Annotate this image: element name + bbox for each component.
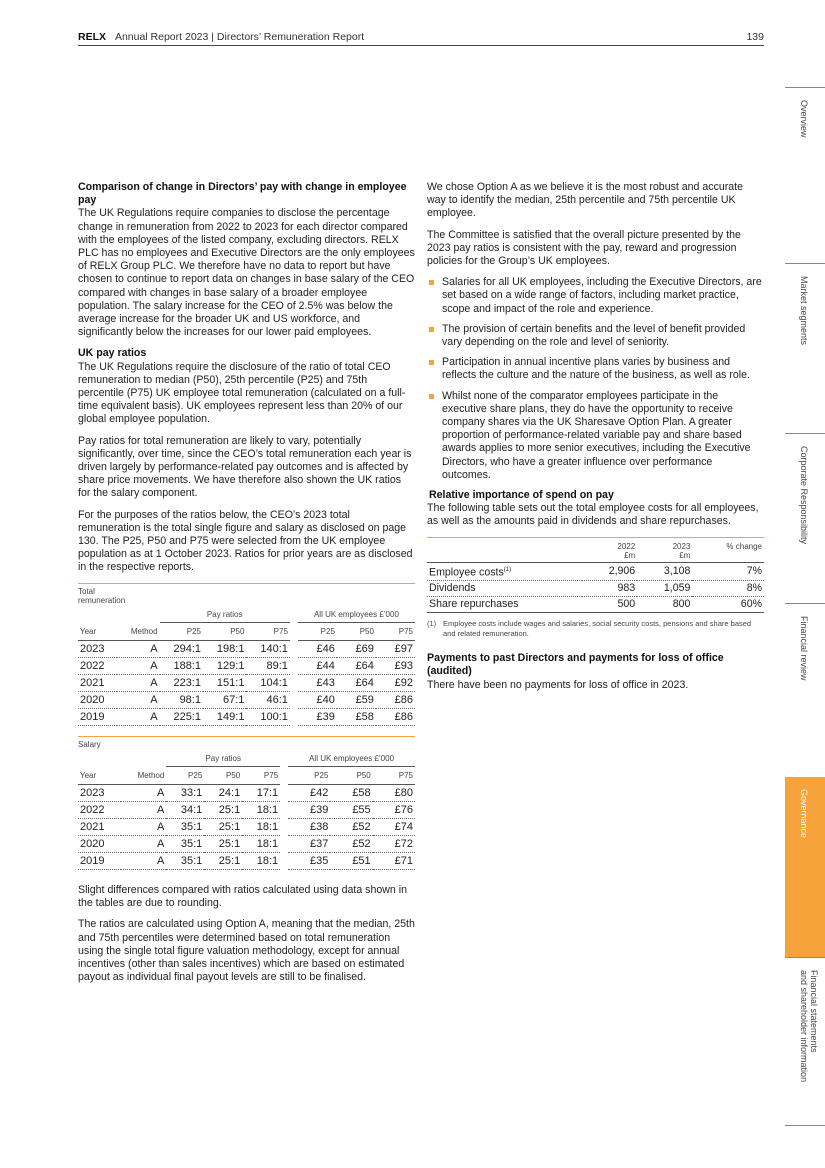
table-cell: 223:1 bbox=[160, 675, 203, 692]
table-cell: A bbox=[121, 785, 167, 802]
brand-name: RELX bbox=[78, 31, 107, 43]
table-cell: 140:1 bbox=[246, 641, 289, 658]
table-row bbox=[78, 692, 415, 709]
table-cell: £74 bbox=[373, 819, 415, 836]
table-cell: A bbox=[121, 802, 167, 819]
tab-corporate-responsibility[interactable]: Corporate Responsibility bbox=[785, 433, 825, 604]
column-header: 2023 £m bbox=[637, 537, 692, 562]
table-cell: 67:1 bbox=[203, 692, 246, 709]
table-cell: 25:1 bbox=[204, 853, 242, 870]
tab-overview[interactable]: Overview bbox=[785, 87, 825, 264]
table-cell: 188:1 bbox=[160, 658, 203, 675]
tab-market-segments[interactable]: Market segments bbox=[785, 263, 825, 434]
group-header-pay-ratios: Pay ratios bbox=[166, 750, 280, 767]
group-header-uk-employees: All UK employees £’000 bbox=[288, 750, 415, 767]
column-header: % change bbox=[692, 537, 764, 562]
left-column bbox=[78, 181, 415, 992]
column-header: P75 bbox=[376, 622, 415, 640]
table-cell: £93 bbox=[376, 658, 415, 675]
right-column bbox=[427, 181, 764, 700]
salary-ratio-table bbox=[78, 736, 415, 870]
table-cell: £69 bbox=[337, 641, 376, 658]
table-cell: £80 bbox=[373, 785, 415, 802]
table-cell: 198:1 bbox=[203, 641, 246, 658]
header-divider bbox=[78, 45, 764, 46]
page-number: 139 bbox=[746, 31, 764, 43]
paragraph: The following table sets out the total employee costs for all employees, as well as the amounts paid in dividends and share repurchases. bbox=[427, 502, 759, 528]
table-cell: A bbox=[121, 836, 167, 853]
ratio-tables bbox=[78, 583, 415, 870]
tab-governance[interactable]: Governance bbox=[785, 777, 825, 957]
table-cell: 151:1 bbox=[203, 675, 246, 692]
table-cell: 2021 bbox=[78, 675, 117, 692]
column-header: 2022 £m bbox=[582, 537, 637, 562]
table-cell: 2019 bbox=[78, 853, 121, 870]
list-item: Whilst none of the comparator employees participate in the executive share plans, they do have the opportunity to receive company shares via the UK Sharesave Option Plan. A greater proportion of performance-related variable pay and share based awards applies to more senior executives, including the Executive Directors, who have a greater influence over performance outcomes. bbox=[427, 390, 764, 482]
table-cell: 149:1 bbox=[203, 709, 246, 726]
table-cell: 35:1 bbox=[166, 853, 204, 870]
table-cell: 18:1 bbox=[242, 819, 280, 836]
table-row bbox=[78, 853, 415, 870]
table-cell: £39 bbox=[298, 709, 337, 726]
table-cell: £52 bbox=[330, 836, 372, 853]
paragraph: The UK Regulations require the disclosure of the ratio of total CEO remuneration to median (P50), 25th percentile (P25) and 75th percentile (P75) UK employee total remuneration (calculated on a full-time equivalent basis). UK employees represent less than 20% of our global employee population. bbox=[78, 360, 406, 426]
table-cell: 294:1 bbox=[160, 641, 203, 658]
column-header: P25 bbox=[298, 622, 337, 640]
column-header: P75 bbox=[246, 622, 289, 640]
table-cell: 89:1 bbox=[246, 658, 289, 675]
table-cell: A bbox=[121, 819, 167, 836]
paragraph: We chose Option A as we believe it is the most robust and accurate way to identify the median, 25th percentile and 75th percentile UK employee. bbox=[427, 181, 744, 220]
table-cell: A bbox=[117, 709, 159, 726]
section-heading-pay-comparison: Comparison of change in Directors’ pay with change in employee pay bbox=[78, 181, 407, 207]
table-row bbox=[78, 836, 415, 853]
table-cell: £64 bbox=[337, 658, 376, 675]
table-cell: 18:1 bbox=[242, 802, 280, 819]
table-row bbox=[78, 658, 415, 675]
table-cell: £92 bbox=[376, 675, 415, 692]
list-item: Participation in annual incentive plans varies by business and reflects the culture and the nature of the business, as well as role. bbox=[427, 356, 764, 382]
column-header: P25 bbox=[166, 766, 204, 784]
table-cell: 35:1 bbox=[166, 819, 204, 836]
table-cell: 35:1 bbox=[166, 836, 204, 853]
column-header: Year bbox=[78, 622, 117, 640]
table-cell: £55 bbox=[330, 802, 372, 819]
total-remuneration-ratio-table bbox=[78, 583, 415, 726]
table-cell: £76 bbox=[373, 802, 415, 819]
group-header-uk-employees: All UK employees £’000 bbox=[298, 606, 415, 623]
table-cell: £37 bbox=[288, 836, 330, 853]
table-cell: £40 bbox=[298, 692, 337, 709]
table-cell: 225:1 bbox=[160, 709, 203, 726]
table-row: Dividends 983 1,059 8% bbox=[427, 581, 764, 597]
table-row bbox=[78, 641, 415, 658]
column-header: Method bbox=[117, 622, 159, 640]
column-header: P50 bbox=[337, 622, 376, 640]
table-cell: £64 bbox=[337, 675, 376, 692]
column-header: P50 bbox=[330, 766, 372, 784]
table-row: Employee costs$^{(1)}$ 2,906 3,108 7% bbox=[427, 562, 764, 581]
column-header: P25 bbox=[160, 622, 203, 640]
column-header: P75 bbox=[373, 766, 415, 784]
paragraph: Pay ratios for total remuneration are likely to vary, potentially significantly, over time, since the CEO’s total remuneration each year is driven largely by performance-related pay outcomes and is affected by share price movements. We have therefore also shown the UK ratios for the salary component. bbox=[78, 434, 412, 500]
section-heading-past-directors: Payments to past Directors and payments for loss of office (audited) bbox=[427, 652, 724, 678]
tabs-bottom-divider bbox=[785, 1125, 825, 1126]
table-cell: 2019 bbox=[78, 709, 117, 726]
column-header: P50 bbox=[204, 766, 242, 784]
table-cell: £58 bbox=[337, 709, 376, 726]
ratio-table bbox=[78, 750, 415, 870]
table-cell: £97 bbox=[376, 641, 415, 658]
table-cell: 18:1 bbox=[242, 853, 280, 870]
table-cell: £35 bbox=[288, 853, 330, 870]
column-header: Method bbox=[121, 766, 167, 784]
column-header: Year bbox=[78, 766, 121, 784]
table-row bbox=[78, 802, 415, 819]
table-cell: £52 bbox=[330, 819, 372, 836]
spend-on-pay-table bbox=[427, 537, 764, 614]
table-row: Share repurchases 500 800 60% bbox=[427, 597, 764, 613]
page-header bbox=[78, 31, 764, 51]
table-cell: 18:1 bbox=[242, 836, 280, 853]
table-footnote: (1) Employee costs include wages and salaries, social security costs, pensions and share based and related remuneration. bbox=[427, 619, 752, 638]
table-cell: 25:1 bbox=[204, 819, 242, 836]
table-cell: £51 bbox=[330, 853, 372, 870]
table-cell: 104:1 bbox=[246, 675, 289, 692]
list-item: The provision of certain benefits and the level of benefit provided vary depending on the role and level of seniority. bbox=[427, 323, 764, 349]
table-cell: 2022 bbox=[78, 802, 121, 819]
paragraph: The Committee is satisfied that the overall picture presented by the 2023 pay ratios is consistent with the pay, reward and progression policies for the Group’s UK employees. bbox=[427, 228, 741, 268]
bullet-list bbox=[427, 276, 764, 482]
table-cell: 129:1 bbox=[203, 658, 246, 675]
column-header bbox=[427, 537, 582, 562]
table-cell: £59 bbox=[337, 692, 376, 709]
paragraph: Slight differences compared with ratios calculated using data shown in the tables are due to rounding. bbox=[78, 884, 407, 910]
table-cell: £43 bbox=[298, 675, 337, 692]
tab-financial-statements[interactable]: Financial statements and shareholder information bbox=[785, 957, 825, 1126]
column-header: P50 bbox=[203, 622, 246, 640]
table-cell: 2023 bbox=[78, 785, 121, 802]
table-label: Total remuneration bbox=[78, 586, 126, 606]
table-cell: A bbox=[117, 641, 159, 658]
table-label: Salary bbox=[78, 740, 101, 750]
table-cell: £71 bbox=[373, 853, 415, 870]
section-heading-spend-on-pay: Relative importance of spend on pay bbox=[429, 489, 614, 502]
table-cell: 34:1 bbox=[166, 802, 204, 819]
table-cell: A bbox=[117, 658, 159, 675]
table-cell: 25:1 bbox=[204, 836, 242, 853]
table-cell: 98:1 bbox=[160, 692, 203, 709]
table-cell: £72 bbox=[373, 836, 415, 853]
table-row bbox=[78, 785, 415, 802]
paragraph: The ratios are calculated using Option A, meaning that the median, 25th and 75th percentiles were determined based on total remuneration using the single total figure valuation methodology, except for annual incentives (other than sales incentives) which are based on estimated payout as individual final payout levels are still to be finalised. bbox=[78, 918, 415, 984]
table-cell: 2020 bbox=[78, 692, 117, 709]
table-cell: £86 bbox=[376, 709, 415, 726]
table-cell: 24:1 bbox=[204, 785, 242, 802]
group-header-pay-ratios: Pay ratios bbox=[160, 606, 290, 623]
table-cell: A bbox=[117, 692, 159, 709]
table-cell: 100:1 bbox=[246, 709, 289, 726]
table-cell: £44 bbox=[298, 658, 337, 675]
report-title: Annual Report 2023 | Directors’ Remuneration Report bbox=[114, 31, 365, 43]
ratio-table bbox=[78, 606, 415, 726]
paragraph: There have been no payments for loss of office in 2023. bbox=[427, 678, 689, 691]
table-cell: 2020 bbox=[78, 836, 121, 853]
table-cell: £58 bbox=[330, 785, 372, 802]
table-cell: 46:1 bbox=[246, 692, 289, 709]
paragraph: For the purposes of the ratios below, the CEO’s 2023 total remuneration is the total single figure and salary as disclosed on page 130. The P25, P50 and P75 were selected from the UK employee population as at 1 October 2023. Ratios for prior years are as disclosed in the respective reports. bbox=[78, 508, 413, 574]
table-cell: 2022 bbox=[78, 658, 117, 675]
table-cell: £86 bbox=[376, 692, 415, 709]
tab-financial-review[interactable]: Financial review bbox=[785, 603, 825, 778]
table-cell: 17:1 bbox=[242, 785, 280, 802]
column-header: P75 bbox=[242, 766, 280, 784]
table-cell: £38 bbox=[288, 819, 330, 836]
table-cell: 2021 bbox=[78, 819, 121, 836]
section-tabs bbox=[785, 87, 825, 1127]
table-cell: £46 bbox=[298, 641, 337, 658]
table-cell: A bbox=[117, 675, 159, 692]
table-row bbox=[78, 819, 415, 836]
table-cell: £39 bbox=[288, 802, 330, 819]
section-heading-uk-pay-ratios: UK pay ratios bbox=[78, 347, 147, 360]
table-row bbox=[78, 709, 415, 726]
table-cell: 33:1 bbox=[166, 785, 204, 802]
table-cell: 25:1 bbox=[204, 802, 242, 819]
table-cell: A bbox=[121, 853, 167, 870]
paragraph: The UK Regulations require companies to disclose the percentage change in remuneration from 2022 to 2023 for each director compared with the employees of the listed company, excluding directors. RELX PLC has no employees and Executive Directors are the only employees of RELX Group PLC. We therefore have no data to report but have chosen to continue to report data on changes in base salary of the CEO compared with changes in base salary of a broader employee population. The salary increase for the CEO of 2.5% was below the average increase for the broader UK and US workforce, and significantly below the increases for our lower paid employees. bbox=[78, 207, 415, 339]
column-header: P25 bbox=[288, 766, 330, 784]
table-cell: £42 bbox=[288, 785, 330, 802]
table-row bbox=[78, 675, 415, 692]
list-item: Salaries for all UK employees, including the Executive Directors, are set based on a wide range of factors, including market practice, scope and impact of the role and experience. bbox=[427, 276, 764, 316]
table-cell: 2023 bbox=[78, 641, 117, 658]
